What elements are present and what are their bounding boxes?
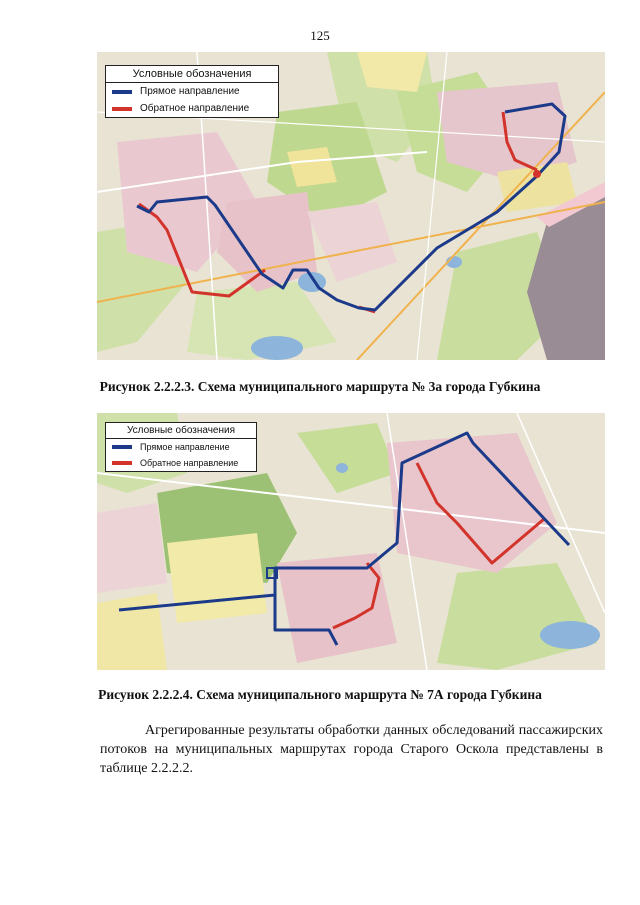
- legend-backward-row: [106, 455, 256, 471]
- backward-swatch: [112, 461, 132, 465]
- figure1-caption: Рисунок 2.2.2.3. Схема муниципального маршрута № 3а города Губкина: [99, 379, 541, 394]
- legend-backward-row: [106, 100, 278, 117]
- legend-forward-label: Прямое направление: [140, 442, 230, 452]
- route-3a-map: [97, 52, 605, 360]
- forward-swatch: [112, 445, 132, 449]
- legend-forward-row: [106, 83, 278, 100]
- forward-swatch: [112, 90, 132, 94]
- legend-backward-label: Обратное направление: [140, 103, 250, 114]
- figure2-caption: Рисунок 2.2.2.4. Схема муниципального маршрута № 7А города Губкина: [98, 687, 542, 702]
- route-7a-map: [97, 413, 605, 670]
- legend-title: Условные обозначения: [106, 423, 256, 439]
- backward-swatch: [112, 107, 132, 111]
- legend-title: Условные обозначения: [106, 66, 278, 83]
- map1-legend: [105, 65, 279, 118]
- legend-forward-row: [106, 439, 256, 455]
- map2-legend: [105, 422, 257, 472]
- legend-forward-label: Прямое направление: [140, 86, 240, 97]
- body-paragraph: Агрегированные результаты обработки данных обследований пассажирских потоков на муниципальных маршрутах города Старого Оскола представлены в таблице 2.2.2.2.: [100, 723, 603, 776]
- page-number: 125: [310, 28, 330, 43]
- legend-backward-label: Обратное направление: [140, 458, 239, 468]
